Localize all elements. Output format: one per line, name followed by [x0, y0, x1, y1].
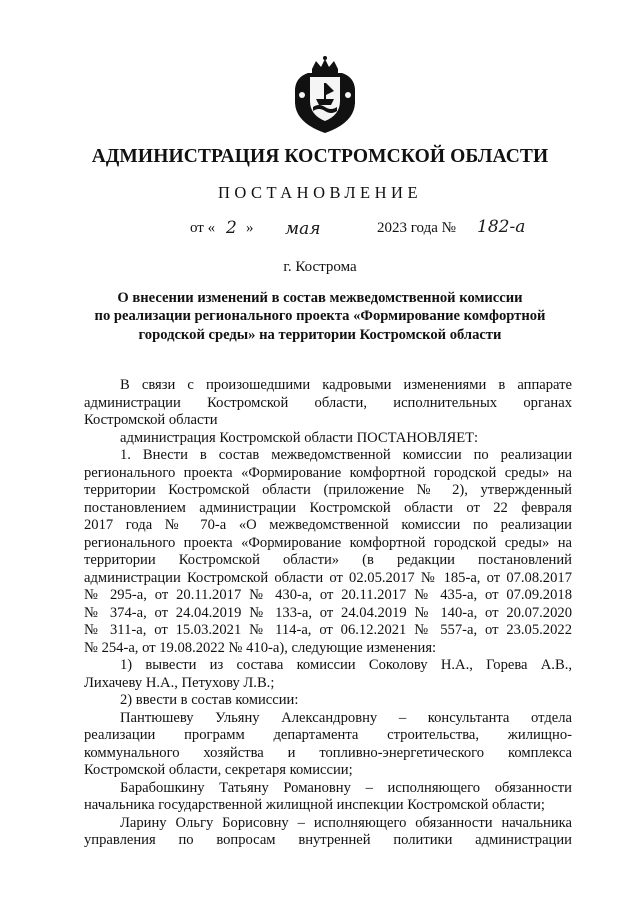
body-line: Костромской области [84, 412, 218, 428]
date-month: мая [285, 219, 321, 239]
body-line: Ларину Ольгу Борисовну – исполняющего обязанности начальника [120, 814, 572, 831]
body-line: 2) ввести в состав комиссии: [120, 692, 299, 708]
body-line: администрации Костромской области, исполнительных органах [84, 394, 572, 411]
body-line: 1. Внести в состав межведомственной комиссии по реализации [120, 447, 572, 463]
body-line: реализации программ департамента строительства, жилищно- [84, 727, 572, 743]
body-line: Костромской области, секретаря комиссии; [84, 762, 353, 778]
body-line: постановлением администрации Костромской области от 22 февраля [84, 499, 572, 516]
body-line: администрации Костромской области от 02.05.2017 № 185-а, от 07.08.2017 [84, 569, 572, 586]
body-line: 1) вывести из состава комиссии Соколову Н.А., Горева А.В., [120, 657, 572, 673]
subject-line: городской среды» на территории Костромской области [138, 326, 502, 343]
document-body [84, 377, 572, 850]
body-line: администрация Костромской области ПОСТАНОВЛЯЕТ: [120, 429, 479, 446]
body-line: территории Костромской области (приложение № 2), утвержденный [84, 482, 572, 498]
body-line: № 295-а, от 20.11.2017 № 430-а, от 20.11.2017 № 435-а, от 07.09.2018 [84, 587, 572, 603]
body-line: регионального проекта «Формирование комфортной городской среды» на [84, 464, 572, 481]
date-prefix: от « [190, 220, 216, 236]
subject-line: О внесении изменений в состав межведомственной комиссии [117, 290, 523, 306]
organization-title: АДМИНИСТРАЦИЯ КОСТРОМСКОЙ ОБЛАСТИ [91, 146, 549, 167]
body-line: В связи с произошедшими кадровыми изменениями в аппарате [120, 377, 572, 393]
body-line: регионального проекта «Формирование комфортной городской среды» на [84, 534, 572, 551]
document-subject [0, 289, 640, 344]
date-year: 2023 года № [377, 220, 456, 236]
date-close-quote: » [246, 220, 254, 236]
body-line: № 311-а, от 15.03.2021 № 114-а, от 06.12.2021 № 557-а, от 23.05.2022 [84, 622, 572, 638]
body-line: Барабошкину Татьяну Романовну – исполняющего обязанности [120, 779, 572, 796]
body-line: Лихачеву Н.А., Петухову Л.В.; [84, 674, 275, 691]
body-line: 2017 года № 70-а «О межведомственной комиссии по реализации [84, 517, 572, 533]
date-day: 2 [226, 218, 237, 238]
body-line: коммунального хозяйства и топливно-энергетического комплекса [84, 744, 572, 761]
city: г. Кострома [283, 259, 357, 275]
body-line: № 254-а, от 19.08.2022 № 410-а), следующие изменения: [84, 639, 437, 656]
subject-line: по реализации регионального проекта «Формирование комфортной [94, 308, 546, 325]
document-number: 182-а [477, 217, 526, 237]
body-line: управления по вопросам внутренней политики администрации [84, 832, 572, 848]
coat-of-arms-icon [290, 55, 360, 135]
body-line: начальника государственной жилищной инспекции Костромской области; [84, 797, 545, 813]
date-line [0, 217, 640, 244]
body-line: № 374-а, от 24.04.2019 № 133-а, от 24.04.2019 № 140-а, от 20.07.2020 [84, 604, 572, 621]
body-line: территории Костромской области» (в редакции постановлений [84, 552, 572, 568]
body-line: Пантюшеву Ульяну Александровну – консультанта отдела [120, 709, 572, 726]
document-type: ПОСТАНОВЛЕНИЕ [217, 183, 423, 202]
